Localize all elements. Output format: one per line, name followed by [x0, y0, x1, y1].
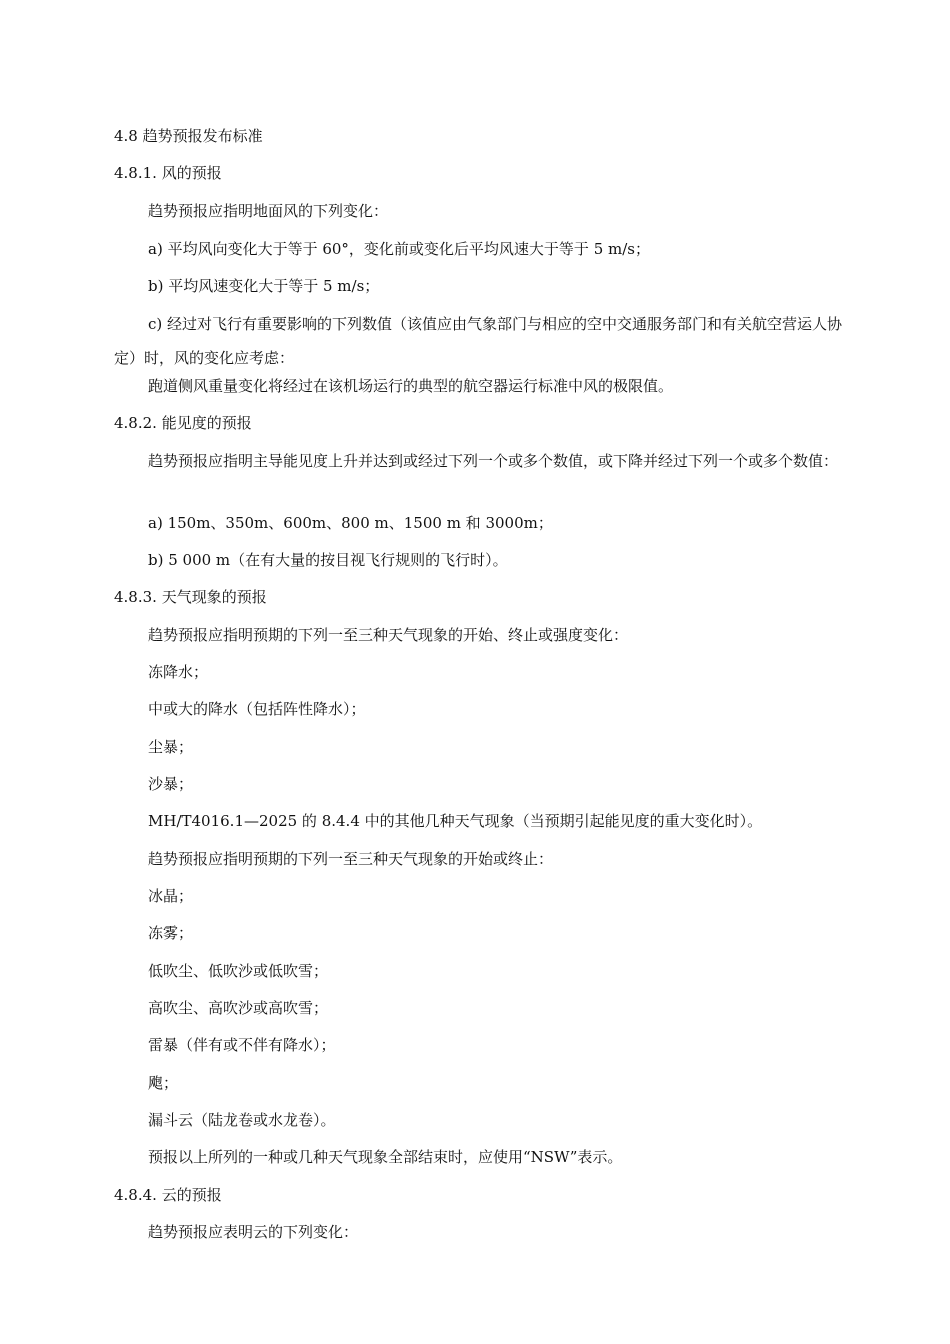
list-item-c: c) 经过对飞行有重要影响的下列数值（该值应由气象部门与相应的空中交通服务部门和有关航空营运人协定）时，风的变化应考虑： — [114, 315, 843, 367]
subsection-heading-4-8-2: 4.8.2. 能见度的预报 — [114, 414, 252, 432]
paragraph: 趋势预报应指明预期的下列一至三种天气现象的开始或终止： — [148, 850, 554, 868]
list-item: 冰晶； — [148, 887, 194, 905]
paragraph: 跑道侧风重量变化将经过在该机场运行的典型的航空器运行标准中风的极限值。 — [148, 377, 674, 395]
list-item: 雷暴（伴有或不伴有降水）； — [148, 1036, 336, 1054]
paragraph: 趋势预报应指明主导能见度上升并达到或经过下列一个或多个数值，或下降并经过下列一个或多个数值： — [148, 452, 839, 470]
list-item: 冻雾； — [148, 924, 194, 942]
paragraph: 预报以上所列的一种或几种天气现象全部结束时，应使用“NSW”表示。 — [148, 1148, 623, 1166]
subsection-heading-4-8-4: 4.8.4. 云的预报 — [114, 1186, 222, 1204]
paragraph: 趋势预报应表明云的下列变化： — [148, 1223, 359, 1241]
list-item-b: b) 5 000 m（在有大量的按目视飞行规则的飞行时）。 — [148, 551, 508, 569]
list-item: MH/T4016.1—2025 的 8.4.4 中的其他几种天气现象（当预期引起能见度的重大变化时）。 — [148, 812, 763, 830]
paragraph: 趋势预报应指明地面风的下列变化： — [148, 202, 389, 220]
list-item: 高吹尘、高吹沙或高吹雪； — [148, 999, 329, 1017]
list-item: 尘暴； — [148, 738, 194, 756]
list-item: 漏斗云（陆龙卷或水龙卷）。 — [148, 1111, 336, 1129]
list-item: 冻降水； — [148, 663, 209, 681]
subsection-heading-4-8-3: 4.8.3. 天气现象的预报 — [114, 588, 267, 606]
list-item: 低吹尘、低吹沙或低吹雪； — [148, 962, 329, 980]
subsection-heading-4-8-1: 4.8.1. 风的预报 — [114, 164, 222, 182]
list-item-a: a) 平均风向变化大于等于 60°，变化前或变化后平均风速大于等于 5 m/s； — [148, 240, 650, 258]
list-item: 飑； — [148, 1074, 179, 1092]
list-item-a: a) 150m、350m、600m、800 m、1500 m 和 3000m； — [148, 514, 553, 532]
list-item: 中或大的降水（包括阵性降水）； — [148, 700, 366, 718]
section-heading-4-8: 4.8 趋势预报发布标准 — [114, 127, 263, 145]
list-item: 沙暴； — [148, 775, 194, 793]
list-item-b: b) 平均风速变化大于等于 5 m/s； — [148, 277, 380, 295]
paragraph: 趋势预报应指明预期的下列一至三种天气现象的开始、终止或强度变化： — [148, 626, 629, 644]
